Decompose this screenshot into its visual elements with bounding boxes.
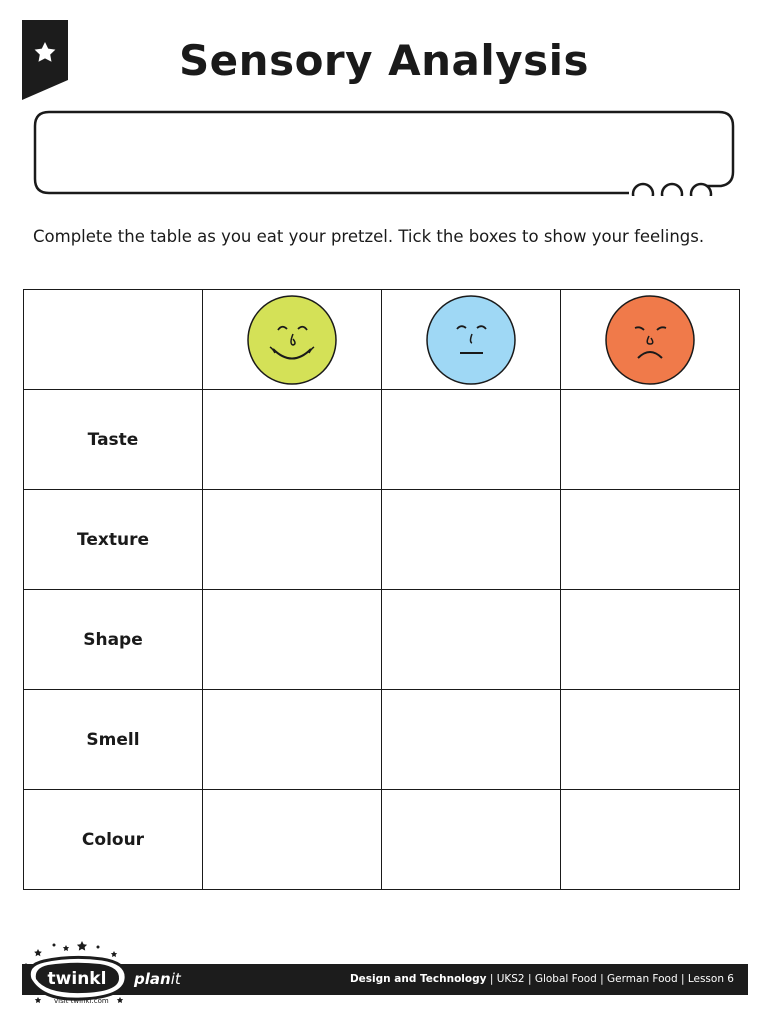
planit-brand: planit xyxy=(134,970,181,988)
name-box[interactable] xyxy=(33,110,735,196)
sensory-table xyxy=(23,289,740,890)
footer-breadcrumb xyxy=(350,964,734,995)
row-label-smell: Smell xyxy=(24,690,203,790)
visit-link[interactable]: visit twinkl.com xyxy=(54,997,109,1005)
instructions-text: Complete the table as you eat your pretzel. Tick the boxes to show your feelings. xyxy=(33,227,705,246)
row-label-taste: Taste xyxy=(24,390,203,490)
tick-box[interactable] xyxy=(382,390,561,490)
tick-box[interactable] xyxy=(561,790,740,890)
tick-box[interactable] xyxy=(203,590,382,690)
row-label-colour: Colour xyxy=(24,790,203,890)
table-row xyxy=(24,790,740,890)
row-label-texture: Texture xyxy=(24,490,203,590)
tick-box[interactable] xyxy=(203,490,382,590)
tick-box[interactable] xyxy=(382,590,561,690)
tick-box[interactable] xyxy=(561,690,740,790)
tick-box[interactable] xyxy=(203,690,382,790)
tick-box[interactable] xyxy=(382,690,561,790)
footer-subject: Design and Technology xyxy=(349,973,487,985)
page-title: Sensory Analysis xyxy=(178,36,590,85)
row-label-shape: Shape xyxy=(24,590,203,690)
tick-box[interactable] xyxy=(203,390,382,490)
tick-box[interactable] xyxy=(561,590,740,690)
table-row xyxy=(24,490,740,590)
table-row xyxy=(24,390,740,490)
tick-box[interactable] xyxy=(561,390,740,490)
footer-crumbs: | UKS2 | Global Food | German Food | Lesson 6 xyxy=(486,973,734,985)
sad-face-icon xyxy=(602,292,698,388)
footer xyxy=(22,935,748,1010)
sad-face-header xyxy=(561,290,740,390)
table-row xyxy=(24,690,740,790)
tick-box[interactable] xyxy=(561,490,740,590)
tick-box[interactable] xyxy=(382,790,561,890)
happy-face-icon xyxy=(244,292,340,388)
tick-box[interactable] xyxy=(203,790,382,890)
table-row xyxy=(24,590,740,690)
svg-text:twinkl: twinkl xyxy=(47,969,107,989)
blank-header-cell xyxy=(24,290,203,390)
happy-face-header xyxy=(203,290,382,390)
tick-box[interactable] xyxy=(382,490,561,590)
neutral-face-header xyxy=(382,290,561,390)
table-header-row xyxy=(24,290,740,390)
neutral-face-icon xyxy=(423,292,519,388)
